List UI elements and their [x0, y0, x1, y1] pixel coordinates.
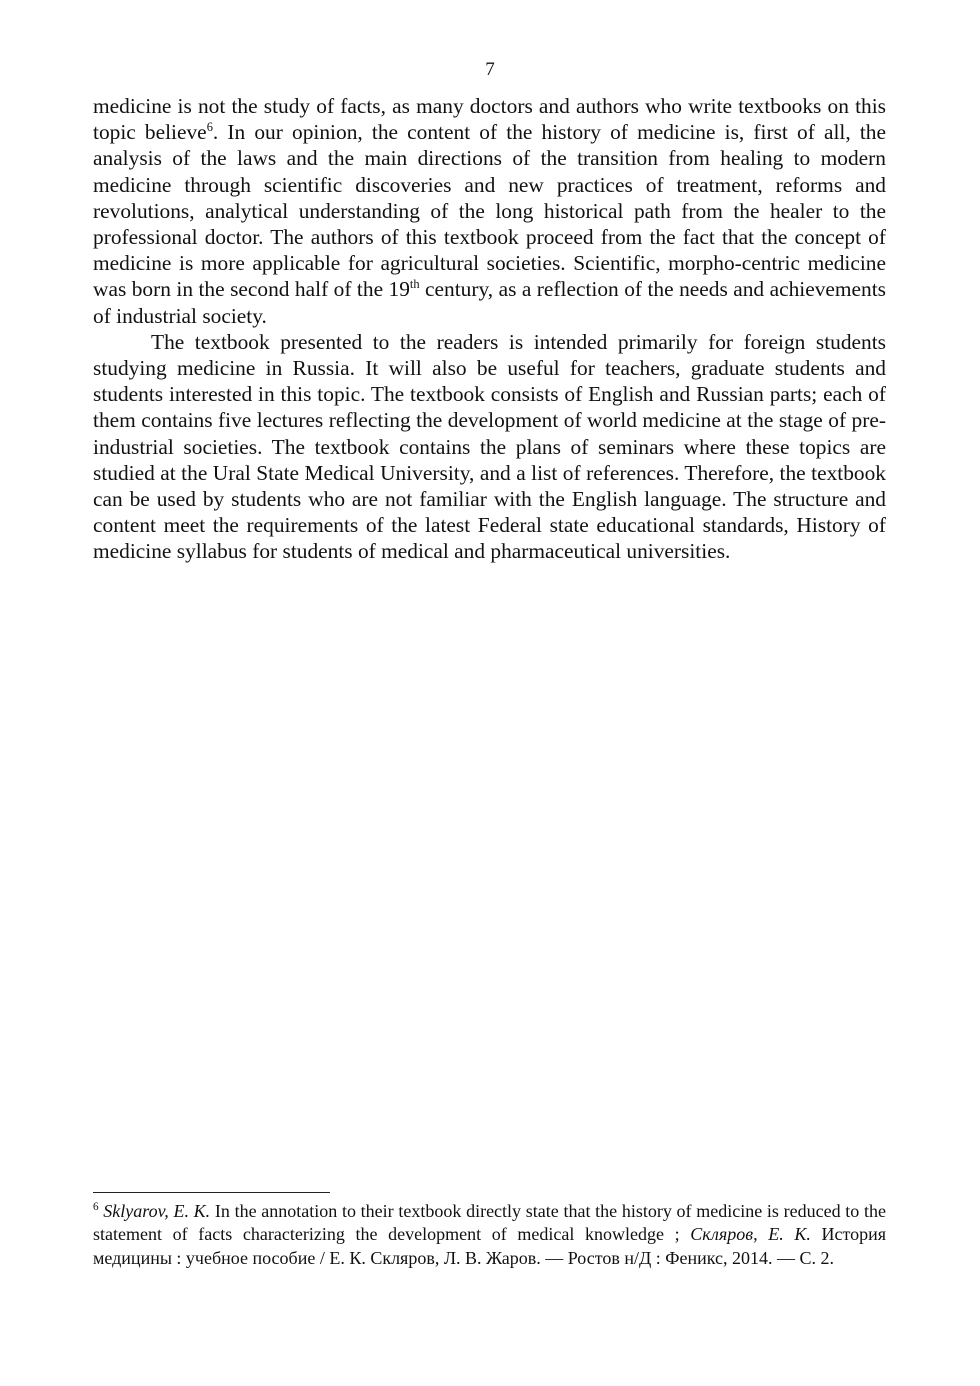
footnote-text-ru: История медицины : учебное пособие / Е. К. Скляров, Л. В. Жаров. — Ростов н/Д : Феникс, 2014. — С. 2. [93, 1224, 887, 1268]
footnote-6 [93, 1200, 886, 1270]
paragraph-1-part-3: century, as a reflection of the needs and achievements of industrial society. [93, 277, 886, 328]
paragraph-2: The textbook presented to the readers is intended primarily for foreign students studying medicine in Russia. It will also be useful for teachers, graduate students and students interested in this topic. The textbook consists of English and Russian parts; each of them contains five lectures reflecting the development of world medicine at the stage of pre-industrial societies. The textbook contains the plans of seminars where these topics are studied at the Ural State Medical University, and a list of references. Therefore, the textbook can be used by students who are not familiar with the English language. The structure and content meet the requirements of the latest Federal state educational standards, History of medicine syllabus for students of medical and pharmaceutical universities. [93, 329, 886, 564]
footnote-reference-6[interactable]: 6 [206, 120, 213, 135]
footnote-separator [93, 1192, 330, 1193]
footnote-author-ru: Скляров, Е. К. [690, 1224, 811, 1245]
ordinal-suffix: th [409, 277, 420, 292]
paragraph-1 [93, 93, 886, 329]
page-number: 7 [485, 59, 495, 80]
footnote-author-en: Sklyarov, E. K. [103, 1201, 211, 1221]
footnote-text-en: In the annotation to their textbook directly state that the history of medicine is reduced to the statement of facts characterizing the development of medical knowledge ; [93, 1201, 887, 1245]
footnote-text [93, 1200, 886, 1270]
main-text [93, 93, 886, 565]
paragraph-1-part-1: medicine is not the study of facts, as many doctors and authors who write textbooks on this topic believe [93, 94, 886, 145]
paragraph-1-part-2: . In our opinion, the content of the history of medicine is, first of all, the analysis of the laws and the main directions of the transition from healing to modern medicine through scientific discoveries and new practices of treatment, reforms and revolutions, analytical understanding of the long historical path from the healer to the professional doctor. The authors of this textbook proceed from the fact that the concept of medicine is more applicable for agricultural societies. Scientific, morpho-centric medicine was born in the second half of the 19 [93, 120, 886, 302]
footnote-mark: 6 [93, 1201, 99, 1213]
